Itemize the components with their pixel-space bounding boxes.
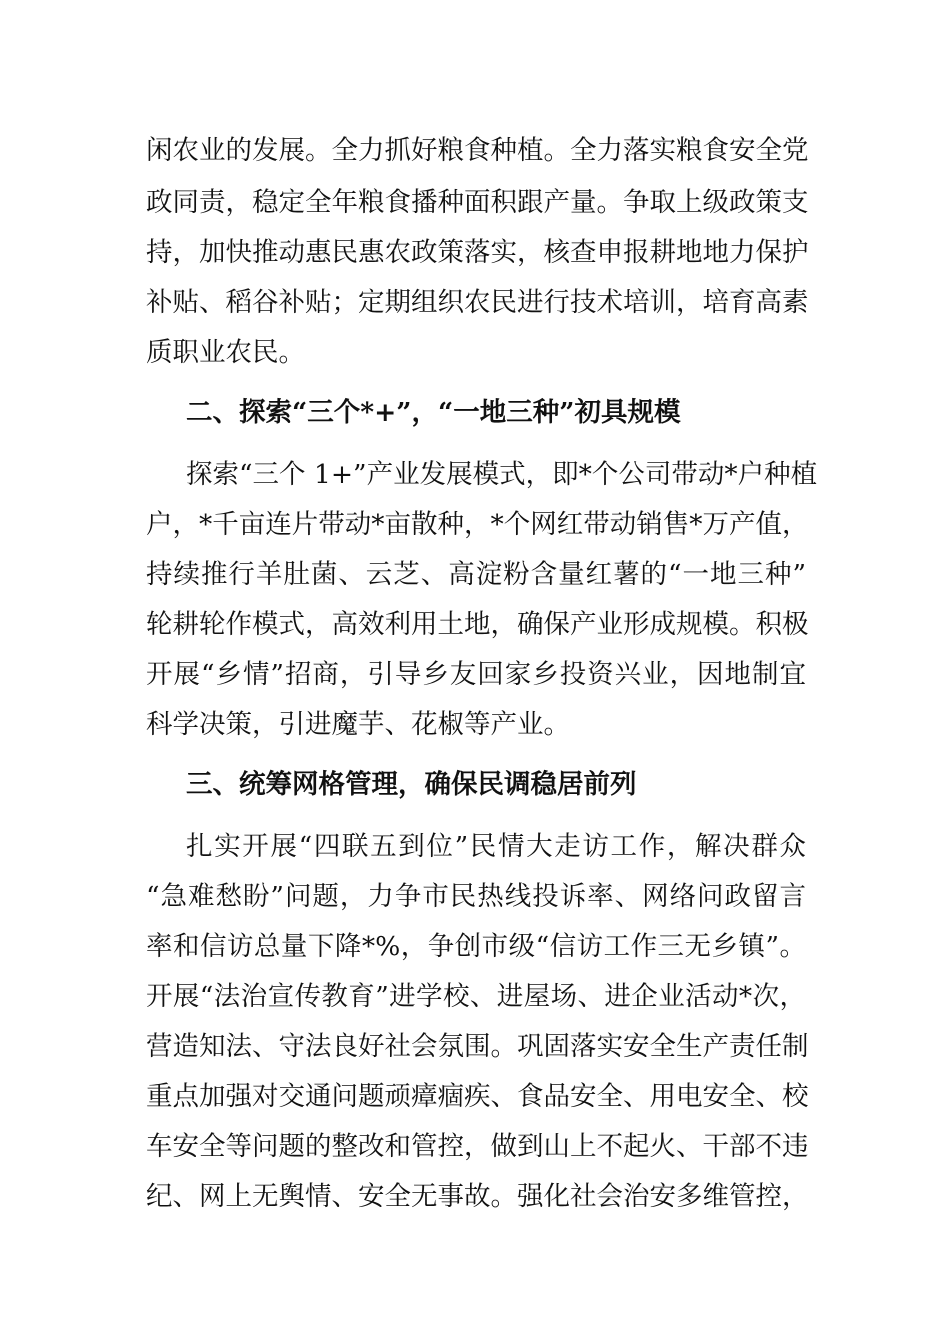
text-line: 探索“三个 1+”产业发展模式，即*个公司带动*户种植 <box>186 459 818 490</box>
text-line: 车安全等问题的整改和管控，做到山上不起火、干部不违 <box>146 1131 809 1162</box>
text-line: 轮耕轮作模式，高效利用土地，确保产业形成规模。积极 <box>146 609 809 640</box>
text-line: 开展“乡情”招商，引导乡友回家乡投资兴业，因地制宜 <box>146 659 806 690</box>
text-line: 补贴、稻谷补贴；定期组织农民进行技术培训，培育高素 <box>146 287 809 318</box>
text-line: 持续推行羊肚菌、云芝、高淀粉含量红薯的“一地三种” <box>146 559 806 590</box>
section-three-heading: 三、统筹网格管理，确保民调稳居前列 <box>186 769 637 800</box>
text-line: 纪、网上无舆情、安全无事故。强化社会治安多维管控， <box>146 1181 809 1212</box>
section-two-heading: 二、探索“三个*+”，“一地三种”初具规模 <box>186 397 681 428</box>
text-line: “急难愁盼”问题，力争市民热线投诉率、网络问政留言 <box>146 881 806 912</box>
text-line: 闲农业的发展。全力抓好粮食种植。全力落实粮食安全党 <box>146 135 809 166</box>
text-line: 营造知法、守法良好社会氛围。巩固落实安全生产责任制 <box>146 1031 809 1062</box>
text-line: 科学决策，引进魔芋、花椒等产业。 <box>146 709 570 740</box>
text-line: 扎实开展“四联五到位”民情大走访工作，解决群众 <box>186 831 806 862</box>
text-line: 率和信访总量下降*%，争创市级“信访工作三无乡镇”。 <box>146 931 806 962</box>
text-line: 开展“法治宣传教育”进学校、进屋场、进企业活动*次， <box>146 981 806 1012</box>
text-line: 质职业农民。 <box>146 337 305 368</box>
text-line: 政同责，稳定全年粮食播种面积跟产量。争取上级政策支 <box>146 187 809 218</box>
text-line: 重点加强对交通问题顽瘴痼疾、食品安全、用电安全、校 <box>146 1081 809 1112</box>
text-line: 户，*千亩连片带动*亩散种，*个网红带动销售*万产值， <box>146 509 809 540</box>
text-line: 持，加快推动惠民惠农政策落实，核查申报耕地地力保护 <box>146 237 809 268</box>
